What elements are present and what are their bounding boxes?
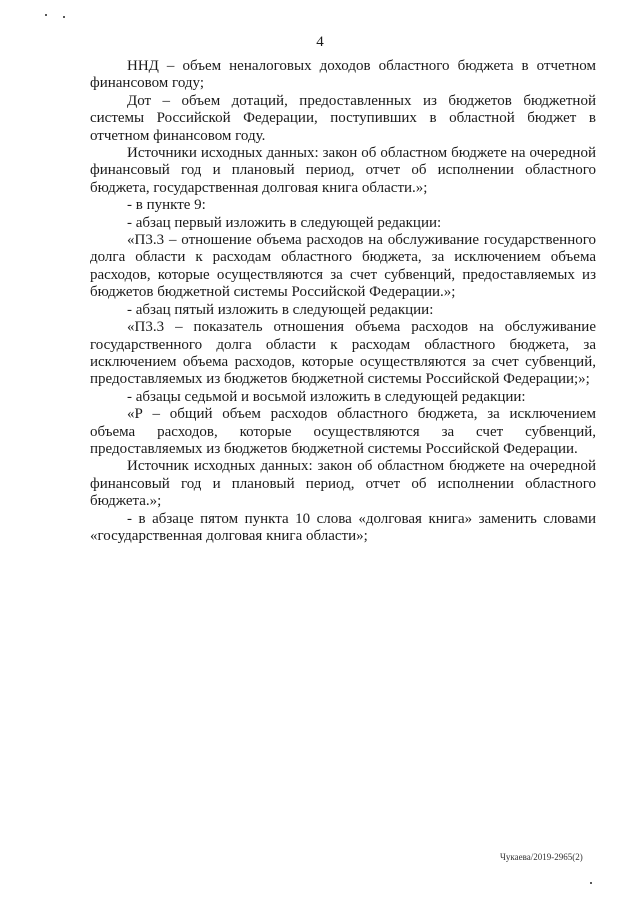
paragraph: - абзацы седьмой и восьмой изложить в следующей редакции: — [127, 388, 526, 405]
document-body — [90, 58, 596, 545]
scan-mark — [45, 14, 47, 16]
paragraph: - в пункте 9: — [127, 197, 206, 214]
paragraph: Источники исходных данных: закон об областном бюджете на очередной финансовый год и плановый период, отчет об исполнении областного бюджета, государственная долговая книга области.»; — [90, 145, 596, 196]
page-number: 4 — [316, 34, 324, 50]
paragraph: «П3.3 – отношение объема расходов на обслуживание государственного долга области к расходам областного бюджета, за исключением объема расходов, которые осуществляются за счет субвенций, предоставляемых из бюджетов бюджетной системы Российской Федерации.»; — [90, 232, 596, 301]
paragraph: ННД – объем неналоговых доходов областного бюджета в отчетном финансовом году; — [90, 58, 596, 92]
document-code: Чукаева/2019-2965(2) — [500, 852, 583, 862]
paragraph: Источник исходных данных: закон об областном бюджете на очередной финансовый год и плановый период, отчет об исполнении областного бюджета.»; — [90, 458, 596, 510]
paragraph: - абзац пятый изложить в следующей редакции: — [127, 301, 434, 318]
scan-mark — [63, 16, 65, 18]
paragraph: Дот – объем дотаций, предоставленных из бюджетов бюджетной системы Российской Федерации, поступивших в областной бюджет в отчетном финансовом году. — [90, 92, 596, 144]
paragraph: «Р – общий объем расходов областного бюджета, за исключением объема расходов, которые осуществляются за счет субвенций, предоставляемых из бюджетов бюджетной системы Российской Федерации. — [90, 406, 596, 457]
scan-mark — [590, 882, 592, 884]
paragraph: - в абзаце пятом пункта 10 слова «долговая книга» заменить словами «государственная долговая книга области»; — [90, 510, 596, 544]
paragraph: «П3.3 – показатель отношения объема расходов на обслуживание государственного долга области к расходам областного бюджета, за исключением объема расходов, которые осуществляются за счет субвенций, предоставляемых из бюджетов бюджетной системы Российской Федерации;»; — [90, 319, 596, 388]
paragraph: - абзац первый изложить в следующей редакции: — [127, 214, 442, 231]
